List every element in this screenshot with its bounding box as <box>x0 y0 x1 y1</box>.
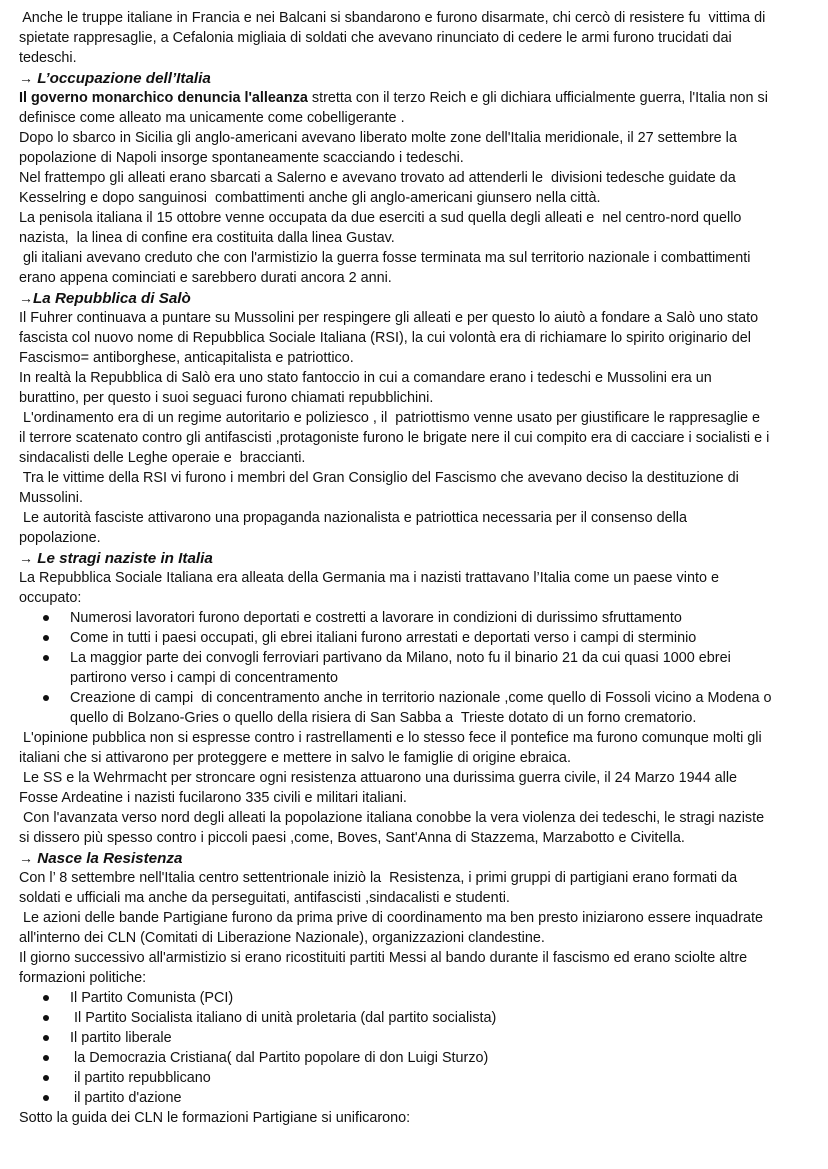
text-line: Con l’ 8 settembre nell'Italia centro settentrionale iniziò la Resistenza, i primi gruppi di partigiani erano formati da <box>19 870 738 886</box>
text-line: Nel frattempo gli alleati erano sbarcati a Salerno e avevano trovato ad attenderli le divisioni tedesche guidate da <box>19 170 736 186</box>
text-line: sindacalisti delle Leghe operaie e braccianti. <box>19 450 306 466</box>
arrow-icon: → <box>19 850 33 866</box>
party-list-item <box>19 1088 819 1108</box>
bullet-icon <box>43 695 49 701</box>
list-item-text: Creazione di campi di concentramento anche in territorio nazionale ,come quello di Fossoli vicino a Modena o <box>70 690 772 706</box>
text-line: il terrore scatenato contro gli antifascisti ,protagoniste furono le brigate nere il cui compito era di cacciare i socialisti e i <box>19 430 770 446</box>
text-line: Fosse Ardeatine i nazisti fucilarono 335 civili e militari italiani. <box>19 790 407 806</box>
intro-paragraph <box>19 8 819 68</box>
bullet-icon <box>43 995 49 1001</box>
party-list-item <box>19 1068 819 1088</box>
text-line: La penisola italiana il 15 ottobre venne occupata da due eserciti a sud quella degli alleati e nel centro-nord quello <box>19 210 742 226</box>
list-item-text: Il Partito Socialista italiano di unità proletaria (dal partito socialista) <box>70 1010 497 1026</box>
party-list-item <box>19 1008 819 1028</box>
text-line: Le SS e la Wehrmacht per stroncare ogni resistenza attuarono una durissima guerra civile, il 24 Marzo 1944 alle <box>19 770 738 786</box>
bullet-icon <box>43 635 49 641</box>
text-line: popolazione. <box>19 530 101 546</box>
text-line: Mussolini. <box>19 490 83 506</box>
text-line: L'opinione pubblica non si espresse contro i rastrellamenti e lo stesso fece il pontefice ma furono comunque molti gli <box>19 730 762 746</box>
bullet-icon <box>43 655 49 661</box>
lead-rest: stretta con il terzo Reich e gli dichiara ufficialmente guerra, l'Italia non si <box>307 90 768 106</box>
text-line: si dissero più spesso contro i piccoli paesi ,come, Boves, Sant'Anna di Stazzema, Marzabotto e Civitella. <box>19 830 685 846</box>
list-item-text: quello di Bolzano-Gries o quello della risiera di San Sabba a Trieste dotato di un forno crematorio. <box>70 710 697 726</box>
text-line: Le azioni delle bande Partigiane furono da prima prive di coordinamento ma ben presto iniziarono essere inquadrate <box>19 910 763 926</box>
heading-occupazione <box>19 68 819 88</box>
heading-repubblica-salo <box>19 288 819 308</box>
text-line: Il Fuhrer continuava a puntare su Mussolini per respingere gli alleati e per questo lo aiutò a fondare a Salò uno stato <box>19 310 759 326</box>
text-line: L'ordinamento era di un regime autoritario e poliziesco , il patriottismo venne usato per giustificare le rappresaglie e <box>19 410 761 426</box>
heading-text: Nasce la Resistenza <box>33 850 183 867</box>
list-item-text: il partito repubblicano <box>70 1070 211 1086</box>
list-item <box>19 648 819 688</box>
heading-text: La Repubblica di Salò <box>33 290 191 307</box>
text-line: tedeschi. <box>19 50 77 66</box>
text-line: erano appena cominciati e sarebbero durati ancora 2 anni. <box>19 270 392 286</box>
text-line: formazioni politiche: <box>19 970 147 986</box>
list-item-text: Come in tutti i paesi occupati, gli ebrei italiani furono arrestati e deportati verso i campi di sterminio <box>70 630 697 646</box>
list-item-text: Il partito liberale <box>70 1030 172 1046</box>
list-item <box>19 688 819 728</box>
text-line: soldati e ufficiali ma anche da perseguitati, antifascisti ,sindacalisti e studenti. <box>19 890 510 906</box>
bold-lead: Il governo monarchico denuncia l'alleanza <box>19 90 308 106</box>
list-item-text: il partito d'azione <box>70 1090 182 1106</box>
bullet-icon <box>43 1035 49 1041</box>
list-item-text: la Democrazia Cristiana( dal Partito popolare di don Luigi Sturzo) <box>70 1050 489 1066</box>
document-page <box>19 8 819 1128</box>
heading-resistenza <box>19 848 819 868</box>
bullet-icon <box>43 1015 49 1021</box>
heading-text: L’occupazione dell’Italia <box>33 70 211 87</box>
text-line: nazista, la linea di confine era costituita dalla linea Gustav. <box>19 230 395 246</box>
text-line: In realtà la Repubblica di Salò era uno stato fantoccio in cui a comandare erano i tedeschi e Mussolini era un <box>19 370 712 386</box>
bullet-icon <box>43 1095 49 1101</box>
bullet-icon <box>43 1055 49 1061</box>
text-line: Sotto la guida dei CLN le formazioni Partigiane si unificarono: <box>19 1110 411 1126</box>
text-line: occupato: <box>19 590 82 606</box>
text-line: Fascismo= antiborghese, anticapitalista e patriottico. <box>19 350 354 366</box>
list-item-text: La maggior parte dei convogli ferroviari partivano da Milano, noto fu il binario 21 da cui quasi 1000 ebrei <box>70 650 731 666</box>
text-line: all'interno dei CLN (Comitati di Liberazione Nazionale), organizzazioni clandestine. <box>19 930 545 946</box>
arrow-icon: → <box>19 70 33 86</box>
text-line: Con l'avanzata verso nord degli alleati la popolazione italiana conobbe la vera violenza dei tedeschi, le stragi naziste <box>19 810 765 826</box>
text-line: Il giorno successivo all'armistizio si erano ricostituiti partiti Messi al bando durante il fascismo ed erano sciolte altre <box>19 950 748 966</box>
text-line: Anche le truppe italiane in Francia e nei Balcani si sbandarono e furono disarmate, chi cercò di resistere fu vittima di <box>19 10 766 26</box>
party-list-item <box>19 1028 819 1048</box>
heading-text: Le stragi naziste in Italia <box>33 550 213 567</box>
list-item <box>19 628 819 648</box>
text-line: italiani che si attivarono per proteggere e mettere in salvo le famiglie di origine ebraica. <box>19 750 571 766</box>
text-line: Dopo lo sbarco in Sicilia gli anglo-americani avevano liberato molte zone dell'Italia meridionale, il 27 settembre la <box>19 130 737 146</box>
text-line: popolazione di Napoli insorge spontaneamente scacciando i tedeschi. <box>19 150 464 166</box>
arrow-icon: → <box>19 550 33 566</box>
bullet-icon <box>43 615 49 621</box>
text-line: gli italiani avevano creduto che con l'armistizio la guerra fosse terminata ma sul territorio nazionale i combattimenti <box>19 250 751 266</box>
text-line: Kesselring e dopo sanguinosi combattimenti anche gli anglo-americani giunsero nella città. <box>19 190 601 206</box>
list-item <box>19 608 819 628</box>
list-item-text: partirono verso i campi di concentramento <box>70 670 338 686</box>
heading-stragi-naziste <box>19 548 819 568</box>
text-line <box>19 88 819 108</box>
list-item-text: Numerosi lavoratori furono deportati e costretti a lavorare in condizioni di durissimo sfruttamento <box>70 610 682 626</box>
text-line: La Repubblica Sociale Italiana era alleata della Germania ma i nazisti trattavano l’Italia come un paese vinto e <box>19 570 719 586</box>
party-list-item <box>19 988 819 1008</box>
text-line: Le autorità fasciste attivarono una propaganda nazionalista e patriottica necessaria per il consenso della <box>19 510 687 526</box>
party-list-item <box>19 1048 819 1068</box>
list-item-text: Il Partito Comunista (PCI) <box>70 990 234 1006</box>
arrow-icon: → <box>19 290 33 306</box>
text-line: Tra le vittime della RSI vi furono i membri del Gran Consiglio del Fascismo che avevano deciso la destituzione di <box>19 470 739 486</box>
text-line: fascista col nuovo nome di Repubblica Sociale Italiana (RSI), la cui volontà era di richiamare lo spirito originario del <box>19 330 751 346</box>
text-line: definisce come alleato ma unicamente come cobelligerante . <box>19 110 405 126</box>
bullet-icon <box>43 1075 49 1081</box>
text-line: burattino, per questo i suoi seguaci furono chiamati repubblichini. <box>19 390 434 406</box>
text-line: spietate rappresaglie, a Cefalonia migliaia di soldati che avevano rinunciato di cedere le armi furono trucidati dai <box>19 30 732 46</box>
